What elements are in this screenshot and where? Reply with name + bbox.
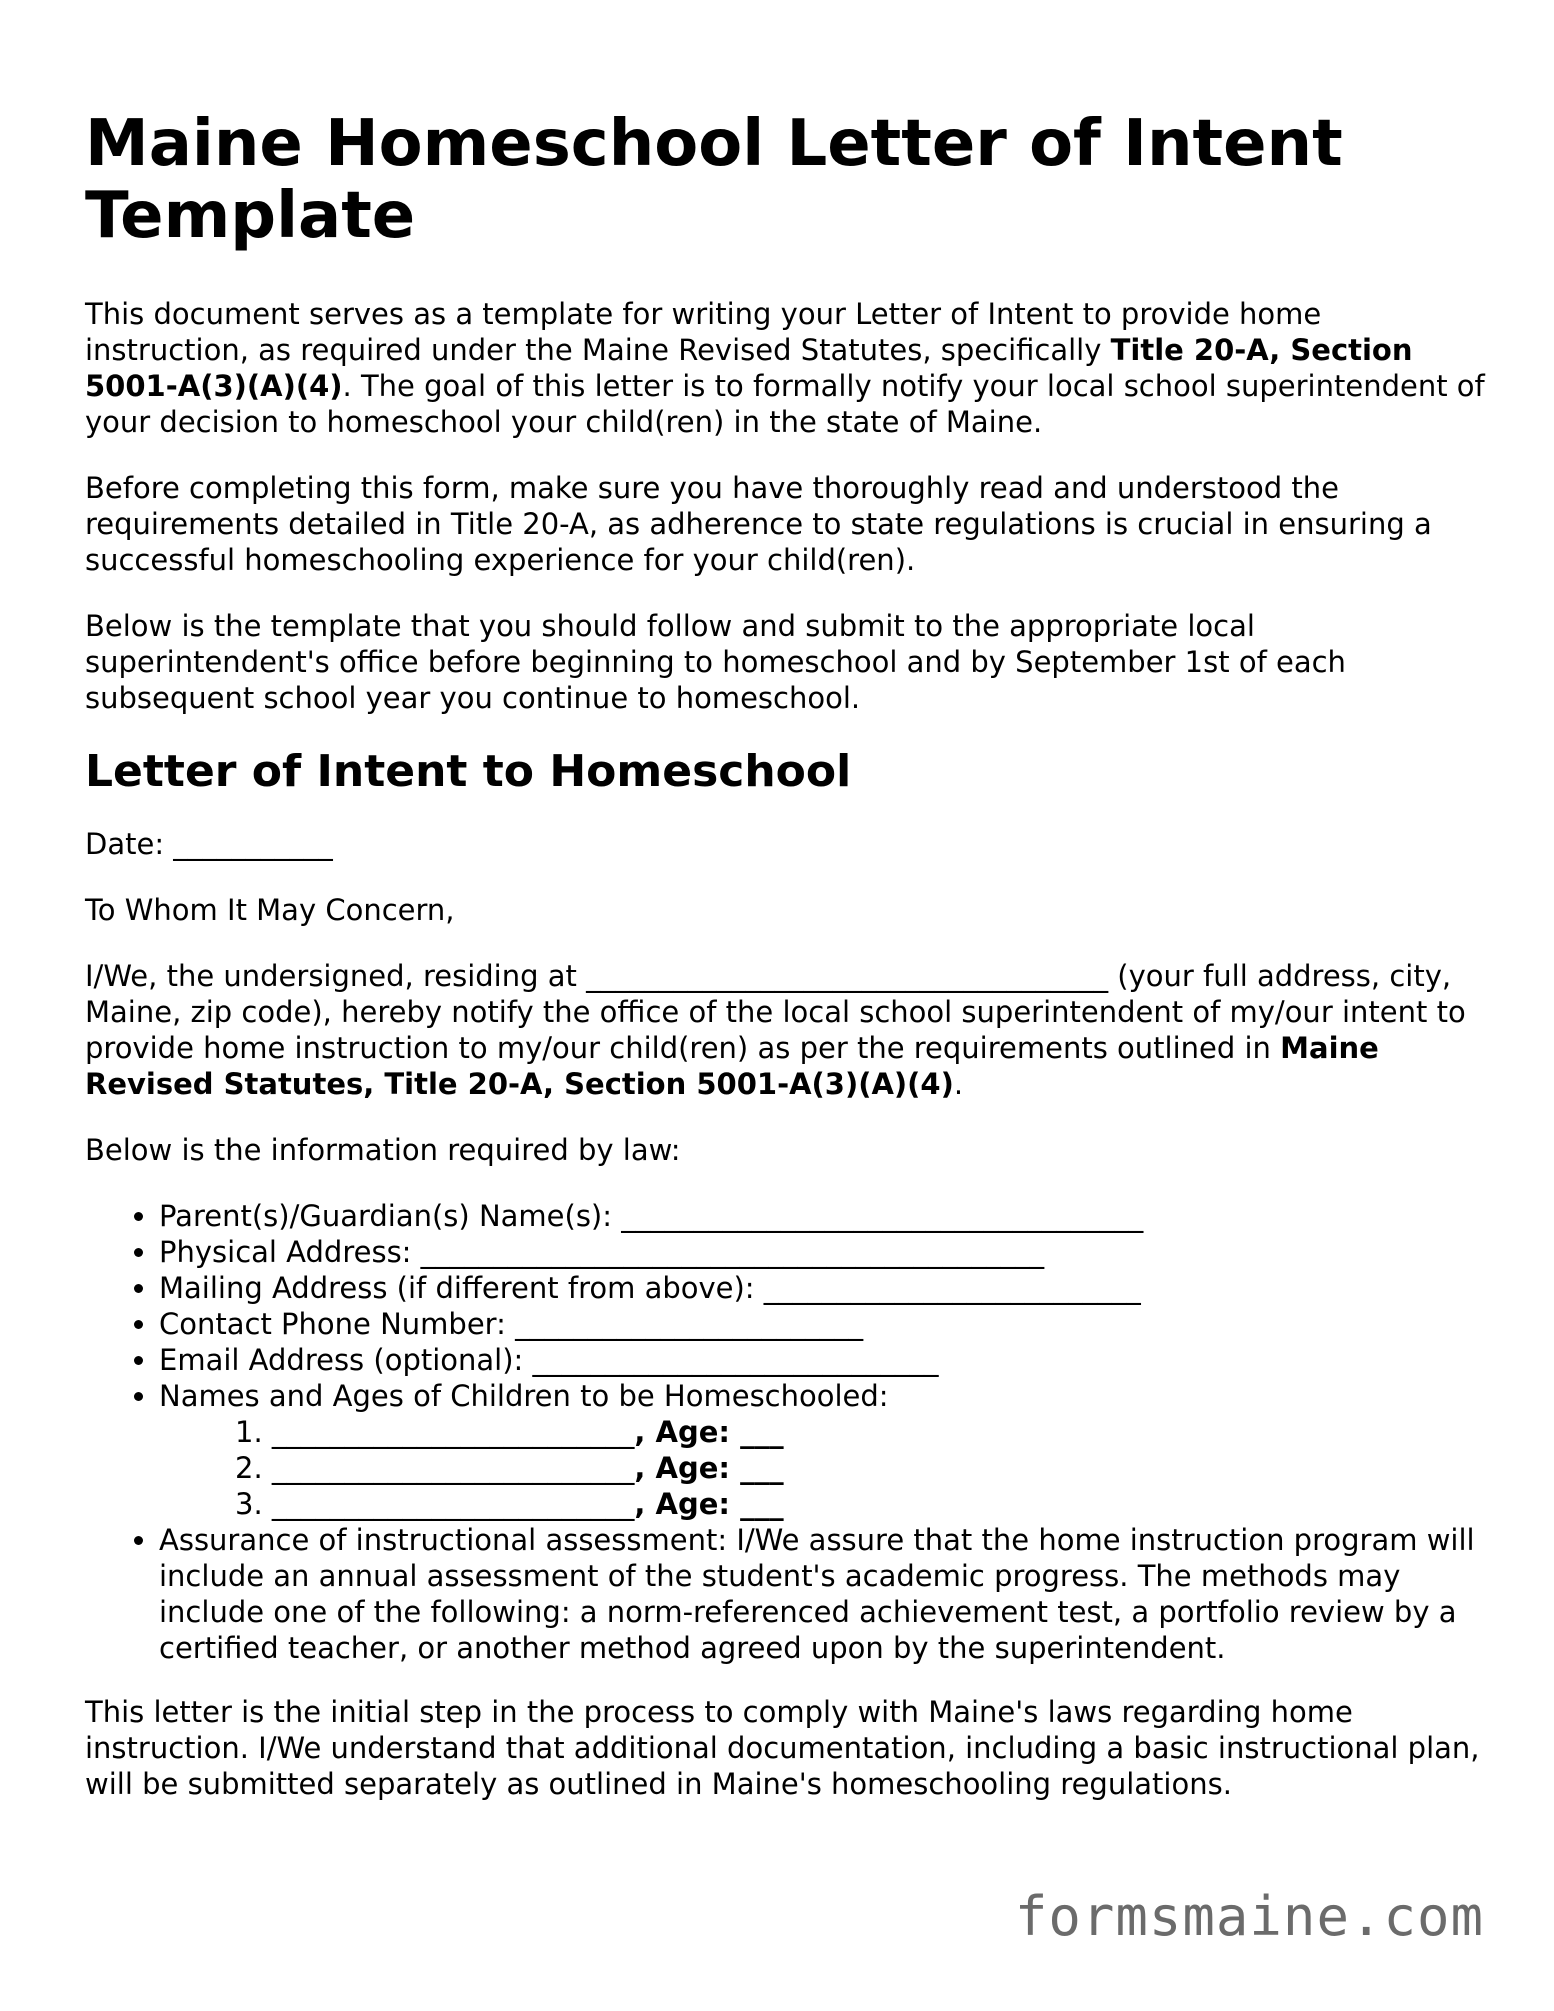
watermark: formsmaine.com [1014,1885,1484,1948]
salutation: To Whom It May Concern, [85,893,455,927]
list-item: • Assurance of instructional assessment: I/We assure that the home instruction program will include an annual assessment of the student's academic progress. The methods may include one of the following: a norm-referenced achievement test, a portfolio review by a certified teacher, or another method agreed upon by the superintendent. [159,1522,1485,1666]
child-entry [235,1450,1485,1486]
date-field: Date: ___________ [85,827,333,861]
required-info-list [85,1198,1485,1666]
list-item: • Physical Address: ___________________________________________ [159,1234,1485,1270]
letter-body-text-b: . [953,1067,964,1101]
intro-paragraph-2: Before completing this form, make sure you have thoroughly read and understood the requirements detailed in Title 20-A, as adherence to state regulations is crucial in ensuring a successful homeschooling experience for your child(ren). [85,471,1432,577]
document-page [85,100,1485,1832]
child-entry [235,1486,1485,1522]
child-name-blank: _________________________ [271,1451,635,1485]
child-age-label: , Age: ___ [634,1487,784,1521]
letter-statute-reference: Maine Revised Statutes, Title 20-A, Section 5001-A(3)(A)(4) [85,1031,1379,1101]
list-item [159,1378,1485,1522]
child-age-label: , Age: ___ [634,1415,784,1449]
intro-paragraph-3: Below is the template that you should follow and submit to the appropriate local superintendent's office before beginning to homeschool and by September 1st of each subsequent school year you continue to homeschool. [85,609,1346,715]
children-label: Names and Ages of Children to be Homeschooled: [159,1379,889,1413]
intro-text-b: . The goal of this letter is to formally notify your local school superintendent of your decision to homeschool your child(ren) in the state of Maine. [85,369,1485,439]
statute-reference: Title 20-A, Section 5001-A(3)(A)(4) [85,333,1413,403]
intro-text-a: This document serves as a template for writing your Letter of Intent to provide home instruction, as required under the Maine Revised Statutes, specifically [85,297,1322,367]
intro-paragraph-1 [85,296,1485,440]
list-item: • Parent(s)/Guardian(s) Name(s): ____________________________________ [159,1198,1485,1234]
child-number: 3. [235,1487,263,1521]
list-item: • Mailing Address (if different from above): __________________________ [159,1270,1485,1306]
list-item: • Contact Phone Number: ________________________ [159,1306,1485,1342]
letter-body-text-a: I/We, the undersigned, residing at ____________________________________ (your full address, city, Maine, zip code), hereby notify the office of the local school superintendent of my/our intent to provide home instruction to my/our child(ren) as per the requirements outlined in [85,959,1466,1065]
children-list [159,1414,1485,1522]
required-info-intro: Below is the information required by law: [85,1133,681,1167]
closing-paragraph: This letter is the initial step in the process to comply with Maine's laws regarding home instruction. I/We understand that additional documentation, including a basic instructional plan, will be submitted separately as outlined in Maine's homeschooling regulations. [85,1695,1480,1801]
child-entry [235,1414,1485,1450]
child-name-blank: _________________________ [271,1415,635,1449]
letter-heading: Letter of Intent to Homeschool [85,746,852,797]
child-number: 2. [235,1451,263,1485]
child-age-label: , Age: ___ [634,1451,784,1485]
child-number: 1. [235,1415,263,1449]
letter-body [85,958,1485,1102]
page-title: Maine Homeschool Letter of Intent Template [85,107,1343,253]
list-item: • Email Address (optional): ____________________________ [159,1342,1485,1378]
child-name-blank: _________________________ [271,1487,635,1521]
